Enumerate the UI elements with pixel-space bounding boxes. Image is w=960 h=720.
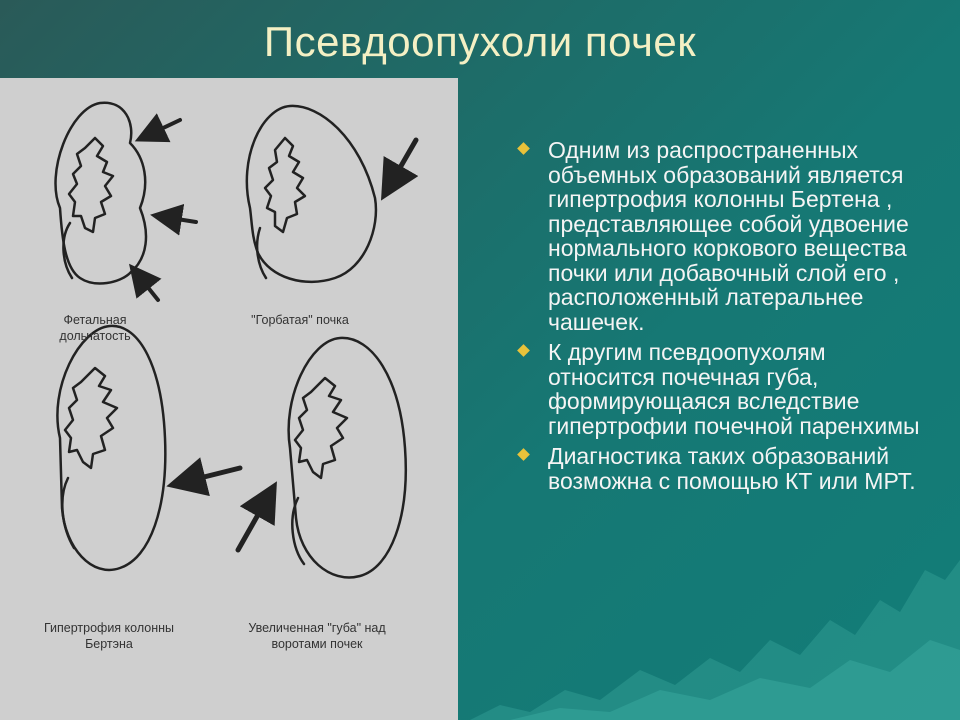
kidney-humped [247, 106, 416, 282]
label-enlarged-lip [222, 620, 412, 652]
mountain-decoration [470, 540, 960, 720]
slide-title: Псевдоопухоли почек [263, 18, 697, 65]
bullet-text: Диагностика таких образований возможна с помощью КТ или МРТ. [548, 443, 916, 494]
label-lip-line2: воротами почек [271, 637, 363, 651]
label-fetal-line2: дольчатость [59, 329, 131, 343]
label-lip-line1: Увеличенная "губа" над [248, 621, 386, 635]
diamond-bullet-icon [517, 448, 530, 461]
bullet-item [516, 340, 936, 438]
kidney-bertin-column [57, 326, 240, 570]
label-fetal-lobulation [40, 312, 150, 344]
label-fetal-line1: Фетальная [63, 313, 127, 327]
label-hump-line1: "Горбатая" почка [251, 313, 349, 327]
kidney-enlarged-lip [238, 338, 406, 578]
bullet-list [516, 138, 936, 499]
bullet-text: К другим псевдоопухолям относится почечная губа, формирующаяся вследствие гипертрофии почечной паренхимы [548, 339, 920, 439]
bullet-item [516, 444, 936, 493]
label-humped-kidney [230, 312, 370, 328]
bullet-item [516, 138, 936, 334]
kidney-fetal-lobulation [56, 103, 196, 300]
label-bertin-line2: Бертэна [85, 637, 133, 651]
diamond-bullet-icon [517, 142, 530, 155]
label-bertin-line1: Гипертрофия колонны [43, 621, 175, 635]
kidney-illustration-panel [0, 78, 458, 720]
label-bertin-column [24, 620, 194, 652]
diamond-bullet-icon [517, 344, 530, 357]
bullet-text: Одним из распространенных объемных образований является гипертрофия колонны Бертена , представляющее собой удвоение нормального коркового вещества почки или добавочный слой его , расположенный латеральнее чашечек. [548, 137, 909, 335]
